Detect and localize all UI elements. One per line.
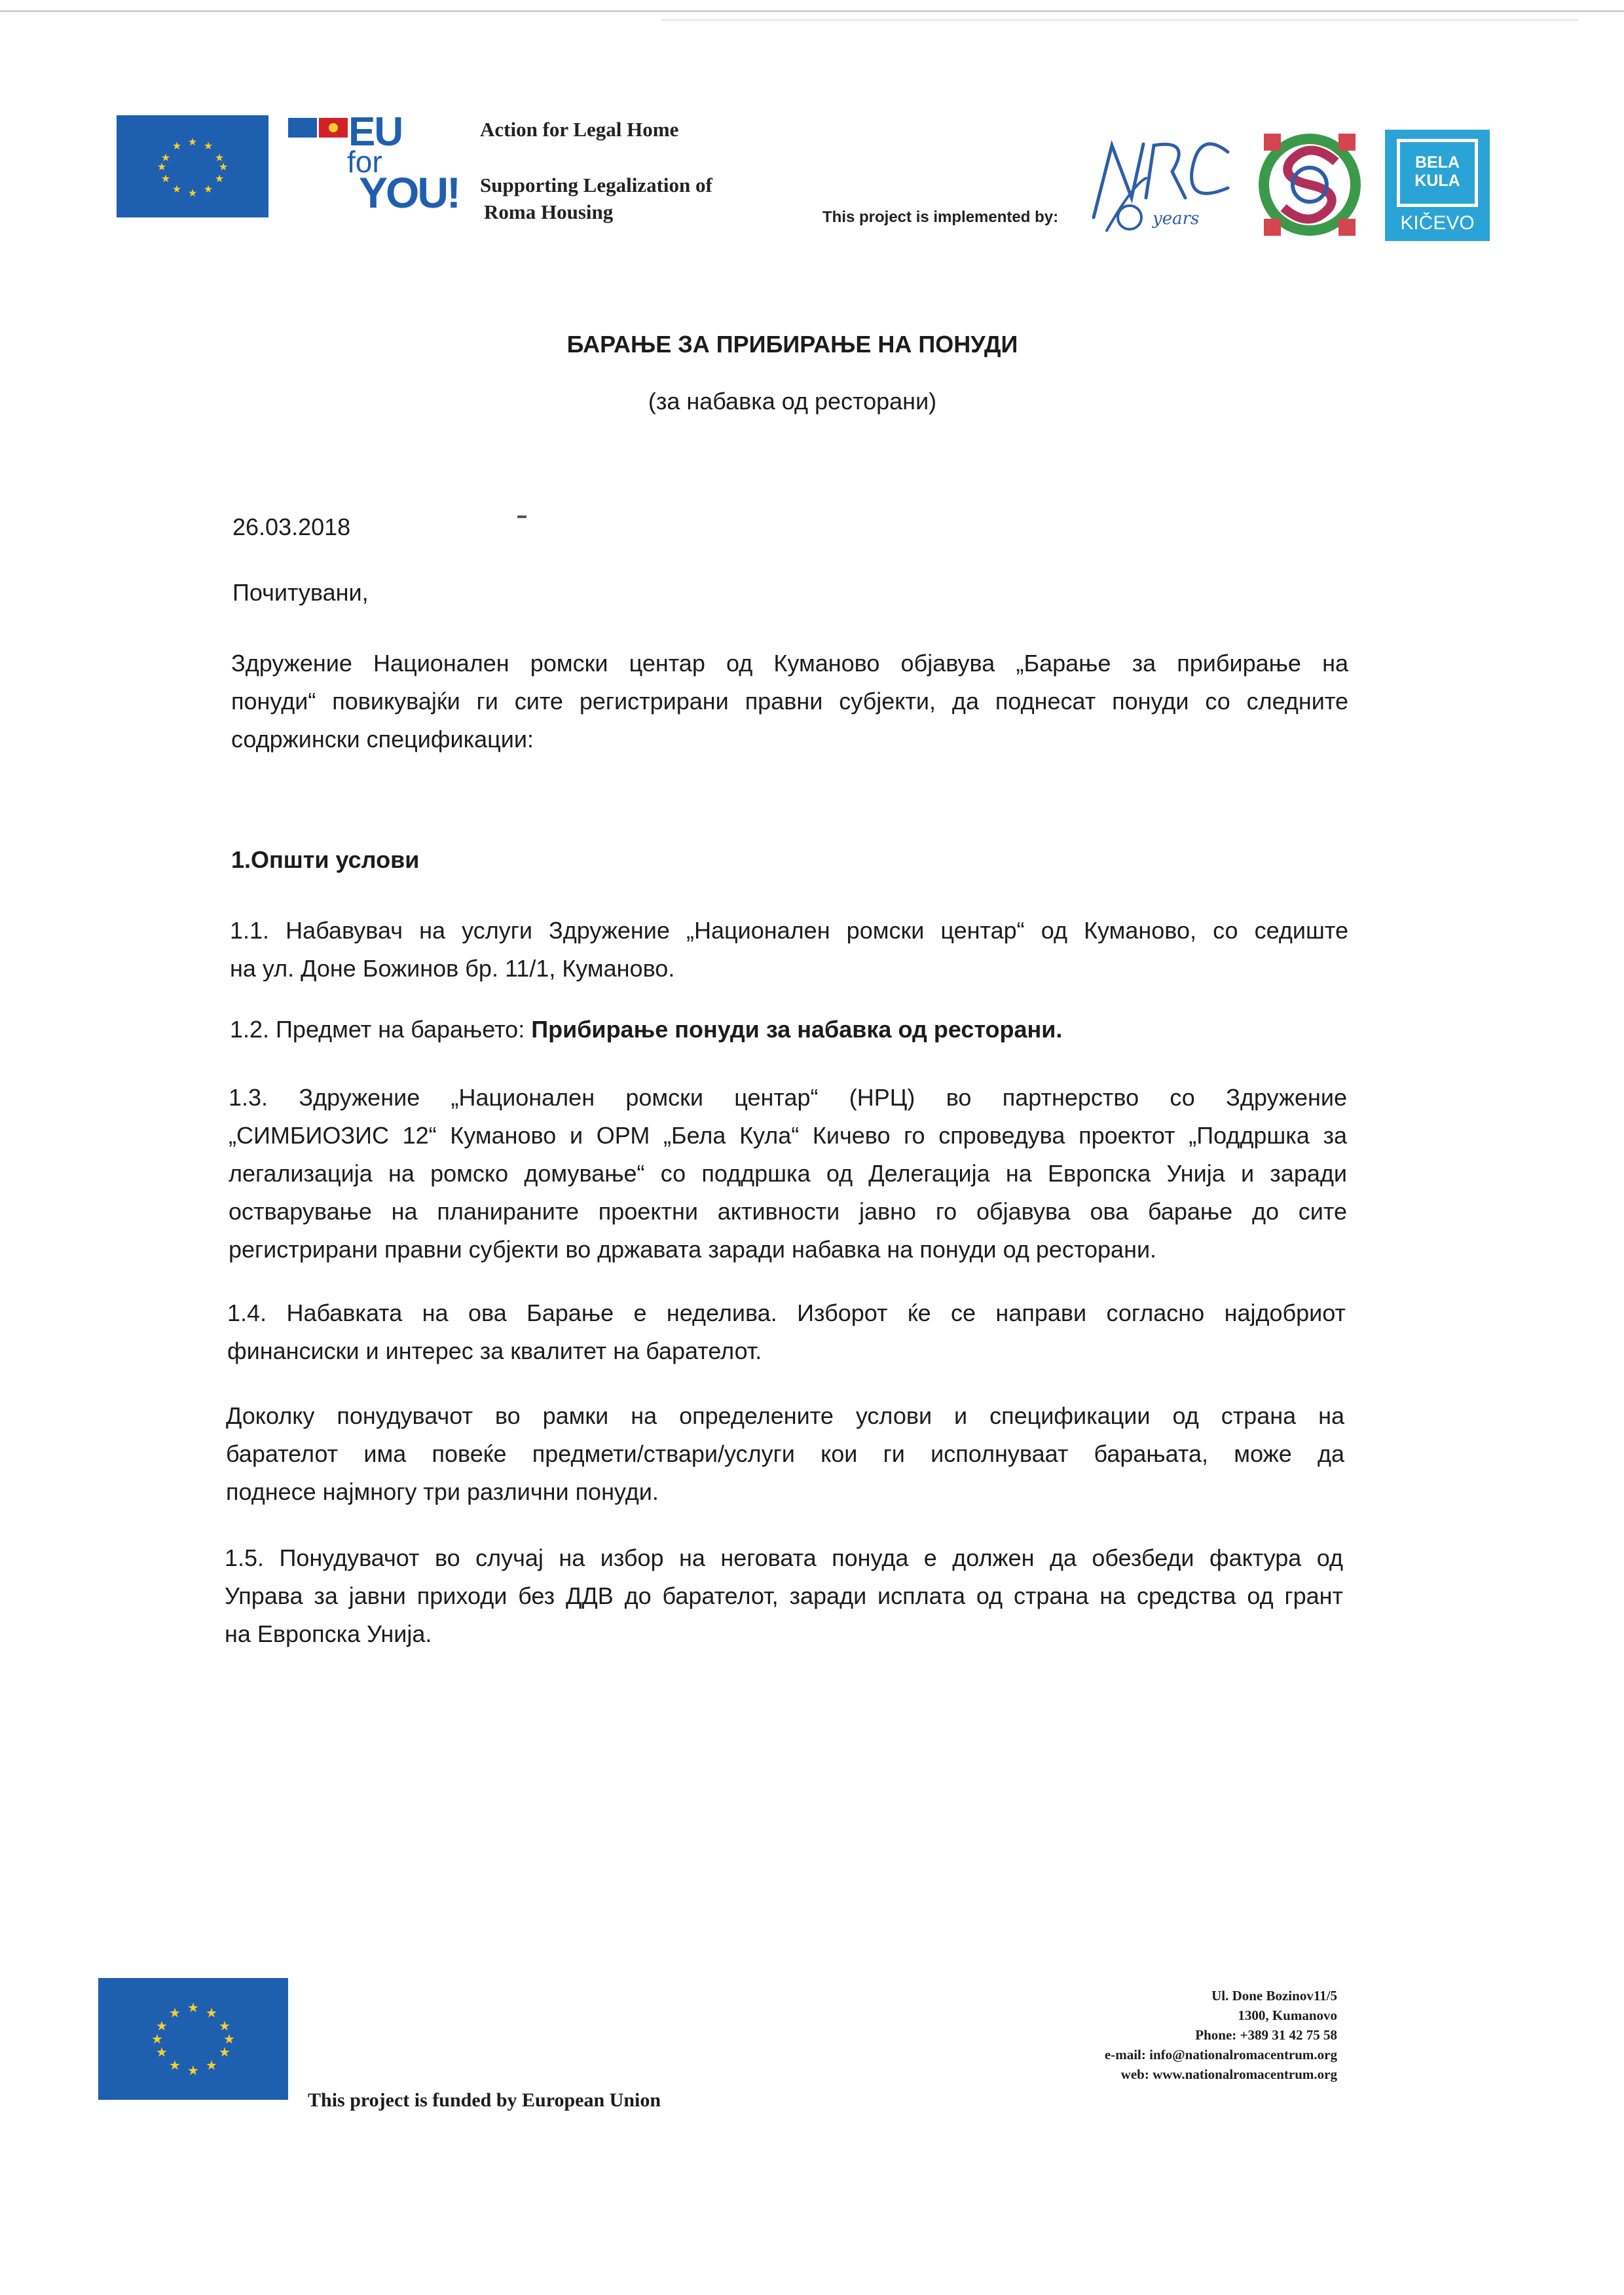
svg-text:★: ★: [187, 136, 198, 148]
paragraph-line: барателот има повеќе предмети/ствари/услуги кои ги исполнуваат барањата, може да: [226, 1440, 1344, 1467]
svg-text:★: ★: [214, 172, 225, 185]
svg-text:★: ★: [160, 172, 171, 185]
paragraph-1-1: [230, 912, 1348, 988]
svg-text:★: ★: [172, 183, 182, 195]
project-desc-line2: Roma Housing: [484, 200, 614, 223]
intro-line: понуди“ повикувајќи ги сите регистрирани правни субјекти, да поднесат понуди со следните: [231, 688, 1348, 715]
eu-flag-icon: [98, 1978, 288, 2100]
eu-logo-text: EU: [348, 109, 403, 155]
paragraph-line: финансиски и интерес за квалитет на барателот.: [227, 1337, 762, 1364]
paragraph-line: остварување на планираните проектни активности јавно го објавува ова барање до сите: [229, 1198, 1347, 1225]
paragraph-1-4: [227, 1294, 1346, 1370]
project-name: Action for Legal Home: [480, 118, 679, 141]
nrc-logo-icon: [1080, 119, 1238, 237]
svg-text:★: ★: [219, 2018, 231, 2034]
svg-text:★: ★: [223, 2031, 235, 2047]
document-title: БАРАЊЕ ЗА ПРИБИРАЊЕ НА ПОНУДИ: [566, 331, 1018, 358]
svg-text:★: ★: [172, 140, 182, 152]
bela-kula-text-top2: KULA: [1414, 172, 1460, 190]
project-desc-line1: Supporting Legalization of: [480, 174, 712, 196]
phone-text: Phone: +389 31 42 75 58: [1195, 2027, 1337, 2043]
svg-text:★: ★: [187, 187, 198, 199]
paragraph-1-2: [230, 1011, 1062, 1049]
svg-text:★: ★: [218, 160, 229, 173]
paragraph-line: 1.3. Здружение „Национален ромски центар“ (НРЦ) во партнерство со Здружение: [229, 1084, 1347, 1111]
scan-edge-line: [0, 10, 1624, 12]
paragraph-line: на ул. Доне Божинов бр. 11/1, Куманово.: [230, 955, 675, 982]
paragraph-offers: [226, 1397, 1344, 1511]
email-text: e-mail: info@nationalromacentrum.org: [1104, 2047, 1337, 2062]
svg-text:★: ★: [160, 151, 171, 164]
paragraph-1-2-bold: Прибирање понуди за набавка од ресторани.: [531, 1016, 1063, 1043]
svg-text:★: ★: [219, 2044, 231, 2060]
scan-speck: [517, 515, 526, 518]
intro-line: содржински спецификации:: [231, 726, 534, 753]
document-subtitle: (за набавка од ресторани): [648, 388, 937, 415]
svg-text:★: ★: [214, 151, 225, 164]
paragraph-line: 1.5. Понудувачот во случај на избор на неговата понуда е должен да обезбеди фактура од: [225, 1544, 1343, 1571]
paragraph-line: Доколку понудувачот во рамки на определените услови и спецификации од страна на: [226, 1402, 1344, 1429]
svg-text:★: ★: [187, 2062, 199, 2078]
paragraph-1-3: [229, 1079, 1347, 1269]
document-date: 26.03.2018: [232, 513, 351, 540]
eu-mini-flag-icon: [288, 118, 317, 138]
you-logo-text: YOU!: [359, 168, 459, 217]
bela-kula-text-top1: BELA: [1414, 153, 1460, 172]
address-line1: Ul. Done Bozinov11/5: [1211, 1988, 1337, 2004]
svg-text:★: ★: [156, 2018, 168, 2034]
svg-text:★: ★: [156, 2044, 168, 2060]
paragraph-line: поднесе најмногу три различни понуди.: [226, 1478, 659, 1505]
intro-paragraph: [231, 644, 1348, 758]
paragraph-line: Управа за јавни приходи без ДДВ до барателот, заради исплата од страна на средства од грант: [225, 1582, 1343, 1609]
svg-text:years: years: [1153, 209, 1200, 229]
paragraph-line: легализација на ромско домување“ со поддршка од Делегација на Европска Унија и заради: [229, 1160, 1347, 1187]
macedonia-flag-icon: [319, 118, 348, 138]
eu-for-you-logo: [288, 109, 465, 220]
paragraph-line: 1.4. Набавката на ова Барање е неделива. Изборот ќе се направи согласно најдобриот: [227, 1299, 1346, 1326]
greeting: Почитувани,: [232, 579, 369, 606]
eu-flag-icon: [117, 115, 268, 217]
simbioza-logo-icon: [1244, 126, 1375, 244]
paragraph-1-2-prefix: 1.2. Предмет на барањето:: [230, 1016, 532, 1043]
svg-text:★: ★: [187, 2000, 199, 2015]
svg-text:★: ★: [206, 2057, 217, 2073]
svg-text:★: ★: [169, 2057, 181, 2073]
paragraph-line: на Европска Унија.: [225, 1620, 432, 1647]
svg-text:★: ★: [203, 183, 213, 195]
paragraph-1-5: [225, 1539, 1343, 1653]
paragraph-line: регистрирани правни субјекти во државата заради набавка на понуди од ресторани.: [229, 1236, 1157, 1263]
svg-text:★: ★: [151, 2031, 163, 2047]
funded-by-label: This project is funded by European Union: [308, 2089, 661, 2111]
address-line2: 1300, Kumanovo: [1238, 2007, 1337, 2023]
svg-text:★: ★: [169, 2005, 181, 2021]
intro-line: Здружение Национален ромски центар од Куманово објавува „Барање за прибирање на: [231, 650, 1348, 677]
bela-kula-logo-icon: [1385, 130, 1490, 241]
for-logo-text: for: [347, 145, 382, 179]
section-heading: 1.Општи услови: [231, 846, 420, 873]
svg-text:★: ★: [203, 140, 213, 152]
svg-text:★: ★: [157, 160, 167, 173]
web-text: web: www.nationalromacentrum.org: [1120, 2066, 1337, 2082]
implemented-by-label: This project is implemented by:: [822, 208, 1059, 226]
svg-text:★: ★: [206, 2005, 217, 2021]
bela-kula-text-bottom: KIČEVO: [1400, 212, 1475, 234]
paragraph-line: 1.1. Набавувач на услуги Здружение „Национален ромски центар“ од Куманово, со седиште: [230, 917, 1348, 944]
paragraph-line: „СИМБИОЗИС 12“ Куманово и ОРМ „Бела Кула“ Кичево го спроведува проектот „Поддршка за: [229, 1122, 1347, 1149]
contact-block: [1105, 1986, 1337, 2084]
